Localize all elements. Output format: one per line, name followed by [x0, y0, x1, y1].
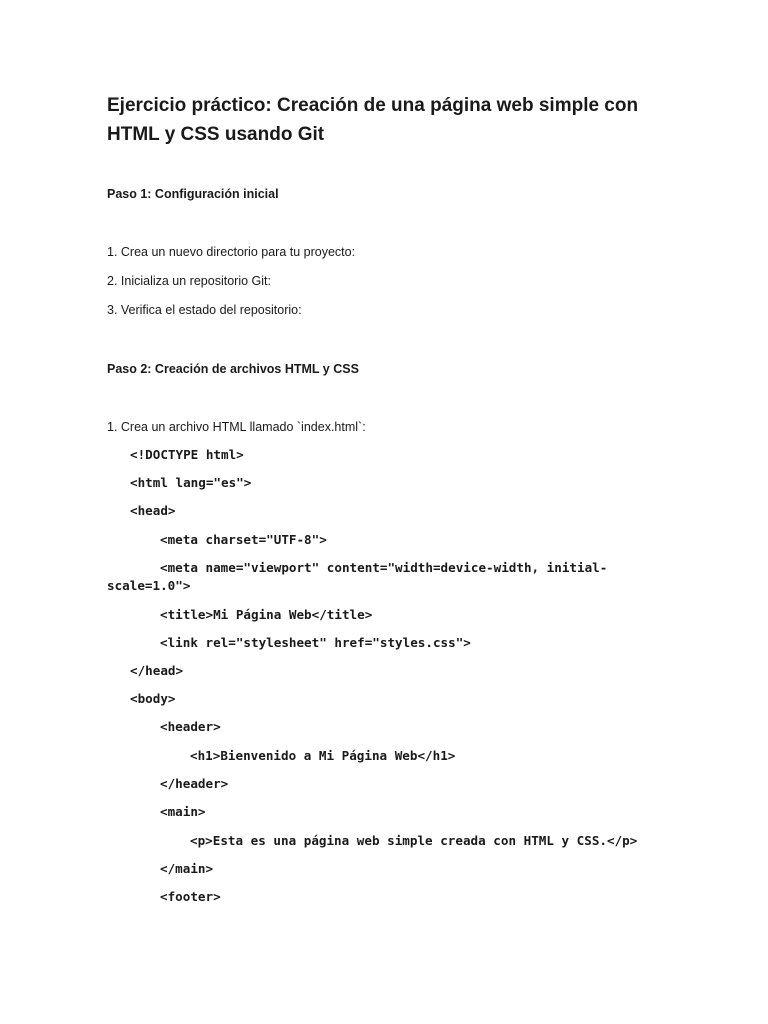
step2-heading: Paso 2: Creación de archivos HTML y CSS — [107, 362, 359, 376]
code-line: </head> — [130, 663, 184, 678]
step1-item-1: 1. Crea un nuevo directorio para tu proyecto: — [107, 245, 356, 259]
code-line: <h1>Bienvenido a Mi Página Web</h1> — [190, 748, 456, 763]
code-line: <p>Esta es una página web simple creada con HTML y CSS.</p> — [190, 833, 638, 848]
document-title: Ejercicio práctico: Creación de una página web simple con HTML y CSS usando Git — [107, 95, 639, 145]
code-line: <title>Mi Página Web</title> — [160, 607, 373, 622]
step1-heading: Paso 1: Configuración inicial — [107, 187, 279, 201]
code-line: <html lang="es"> — [130, 475, 252, 490]
code-line: <body> — [130, 691, 176, 706]
code-line: <head> — [130, 503, 176, 518]
code-line: <footer> — [160, 889, 221, 904]
code-line: <link rel="stylesheet" href="styles.css"> — [160, 635, 471, 650]
code-line: <main> — [160, 804, 206, 819]
code-line: <!DOCTYPE html> — [130, 447, 244, 462]
code-line: </main> — [160, 861, 214, 876]
code-line: <meta charset="UTF-8"> — [160, 532, 327, 547]
code-line: <meta name="viewport" content="width=device-width, initial- — [160, 560, 608, 575]
step1-item-3: 3. Verifica el estado del repositorio: — [107, 303, 302, 317]
code-line: </header> — [160, 776, 229, 791]
step2-item-1: 1. Crea un archivo HTML llamado `index.html`: — [107, 420, 366, 434]
step1-item-2: 2. Inicializa un repositorio Git: — [107, 274, 271, 288]
code-line: scale=1.0"> — [107, 578, 191, 593]
code-line: <header> — [160, 719, 221, 734]
